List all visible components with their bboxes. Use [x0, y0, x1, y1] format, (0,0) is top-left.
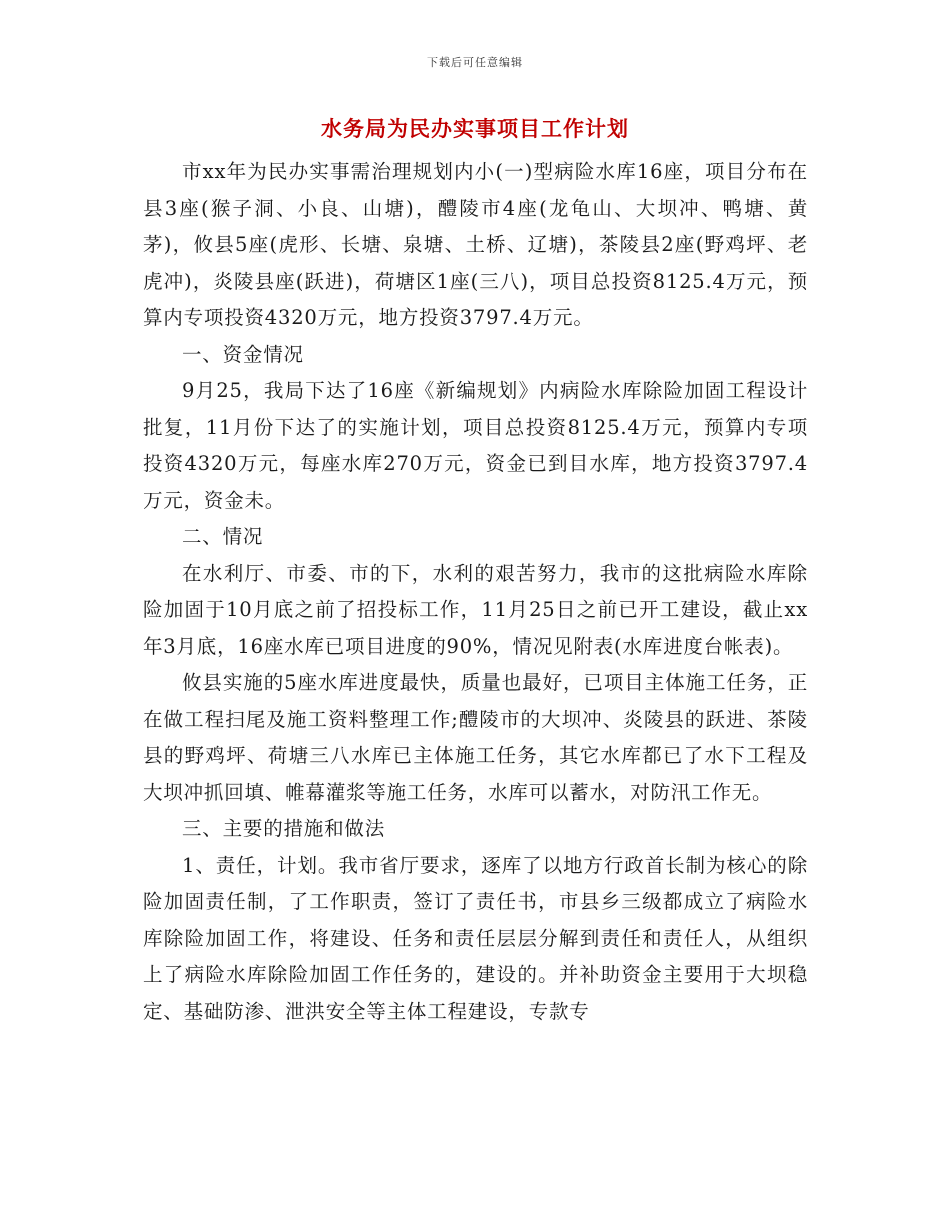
- paragraph-measures: 1、责任，计划。我市省厅要求，逐库了以地方行政首长制为核心的除险加固责任制，了工作职责，签订了责任书，市县乡三级都成立了病险水库除险加固工作，将建设、任务和责任层层分解到责任和责任人，从组织上了病险水库除险加固工作任务的，建设的。并补助资金主要用于大坝稳定、基础防渗、泄洪安全等主体工程建设，专款专: [143, 853, 808, 1023]
- section-heading-measures: 三、主要的措施和做法: [182, 817, 386, 840]
- paragraph-status: 在水利厅、市委、市的下，水利的艰苦努力，我市的这批病险水库除险加固于10月底之前了招投标工作，11月25日之前已开工建设，截止xx年3月底，16座水库已项目进度的90%，情况见附表(水库进度台帐表)。: [143, 561, 808, 658]
- section-heading-status: 二、情况: [182, 525, 264, 548]
- header-note: 下载后可任意编辑: [427, 56, 523, 69]
- document-title: 水务局为民办实事项目工作计划: [321, 116, 629, 141]
- paragraph-intro: 市xx年为民办实事需治理规划内小(一)型病险水库16座，项目分布在县3座(猴子洞、小良、山塘)，醴陵市4座(龙龟山、大坝冲、鸭塘、黄茅)，攸县5座(虎形、长塘、泉塘、土桥、辽塘)，茶陵县2座(野鸡坪、老虎冲)，炎陵县座(跃进)，荷塘区1座(三八)，项目总投资8125.4万元，预算内专项投资4320万元，地方投资3797.4万元。: [143, 160, 808, 329]
- document-body: [143, 154, 808, 1030]
- section-heading-funds: 一、资金情况: [182, 342, 304, 366]
- paragraph-funds: 9月25，我局下达了16座《新编规划》内病险水库除险加固工程设计批复，11月份下达了的实施计划，项目总投资8125.4万元，预算内专项投资4320万元，每座水库270万元，资金已到目水库，地方投资3797.4万元，资金未。: [143, 379, 808, 512]
- paragraph-progress: 攸县实施的5座水库进度最快，质量也最好，已项目主体施工任务，正在做工程扫尾及施工资料整理工作;醴陵市的大坝冲、炎陵县的跃进、茶陵县的野鸡坪、荷塘三八水库已主体施工任务，其它水库都已了水下工程及大坝冲抓回填、帷幕灌浆等施工任务，水库可以蓄水，对防汛工作无。: [143, 671, 808, 804]
